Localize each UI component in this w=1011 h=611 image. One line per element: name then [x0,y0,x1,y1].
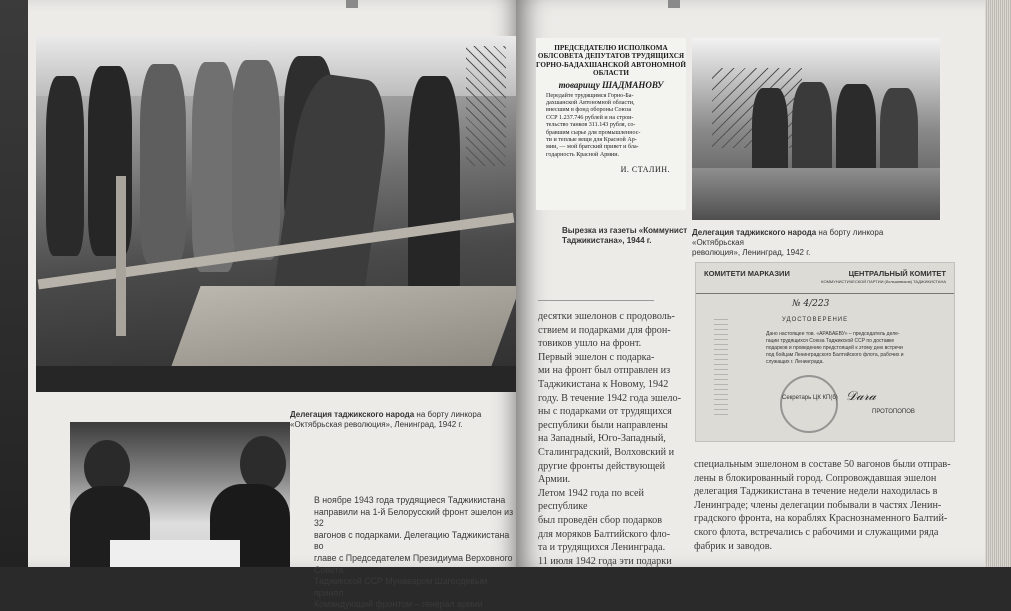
text-line: вагонов с подарками. Делегацию Таджикистана во [314,529,510,552]
text-line: ми на фронт был отправлен из [538,365,671,377]
doc-signature-scribble: 𝒟𝒶𝓇𝒶 [846,389,877,404]
left-page [28,0,520,610]
clipping-caption [562,226,712,246]
text-line: специальным эшелоном в составе 50 вагонов были отправ- [694,459,951,470]
text-line: Ленинграде; члены делегации побывали в частях Ленин- [694,499,942,511]
text-line: республики были направлены [538,419,668,431]
caption-line: на борту линкора «Октябрьская [692,228,884,247]
text-line: лены в блокированный город. Сопровождавшая эшелон [694,472,937,484]
clipping-line: бравшим сырье для промышленнос- [546,129,641,136]
caption-line: Таджикистана», 1944 г. [562,236,652,245]
clipping-signature: И. СТАЛИН. [620,165,670,175]
doc-line: Дано настоящее тов. «АРАБАЕВУ» – председатель деле- [766,331,900,337]
text-line: В ноябре 1943 года трудящиеся Таджикистана [314,495,506,505]
clipping-line: тельство танков 311.143 рубля, со- [546,122,636,129]
text-block-1943 [314,495,516,611]
doc-line: гации трудящихся Союза Таджикской ССР по доставке [766,338,895,344]
text-line: Первый эшелон с подарка- [538,351,655,363]
doc-margin-note [714,315,728,415]
doc-sign-left: Секретарь ЦК КП(б) [782,395,838,401]
text-line: Армии. [538,474,571,486]
ship-photo-caption [692,228,932,258]
right-page [516,0,986,567]
heading-line: ОБЛСОВЕТА ДЕПУТАТОВ ТРУДЯЩИХСЯ [537,52,685,61]
clipping-line: мии, — мой братский привет и бла- [546,144,639,151]
text-line: та и трудящихся Ленинграда. [538,542,666,554]
article-bottom-text [694,458,978,553]
ship-deck-photo [692,38,940,220]
doc-header-left: КОМИТЕТИ МАРКАЗИИ [704,269,790,278]
caption-line: на борту линкора [416,410,482,419]
text-line: направили на 1-й Белорусский фронт эшелон из 32 [314,506,514,529]
clipping-body [536,90,686,160]
delegation-meeting-photo [70,422,290,567]
doc-header-right: ЦЕНТРАЛЬНЫЙ КОМИТЕТ [848,269,946,278]
doc-sign-right: ПРОТОПОПОВ [872,409,915,415]
caption-bold: Делегация таджикского народа [290,410,415,419]
clipping-line: ССР 1.237.746 рублей и на строи- [546,114,634,121]
caption-line: «Октябрьская революция», Ленинград, 1942 г. [290,420,463,429]
doc-title: УДОСТОВЕРЕНИЕ [782,317,849,323]
doc-stamp [780,375,838,433]
text-line: Сталинградский, Волховский и [538,446,675,458]
doc-subheader: КОММУНИСТИЧЕСКОЙ ПАРТИИ (большевиков) ТАДЖИКИСТАНА [821,279,946,284]
heading-line: ГОРНО-БАДАХШАНСКОЙ АВТОНОМНОЙ [536,60,686,69]
newspaper-clipping [536,38,686,210]
heading-line: ПРЕДСЕДАТЕЛЮ ИСПОЛКОМА [554,44,668,52]
page-number-tab [346,0,358,8]
clipping-line: годарность Красной Армии. [546,151,620,158]
text-line: году. В течение 1942 года эшело- [538,392,681,404]
delegation-photo-ship-deck [36,36,516,392]
text-line: Летом 1942 года по всей республике [538,487,644,513]
archival-document [696,263,954,441]
doc-line: подарков и проведению предстоящей к этому дню встречи [766,345,903,351]
text-line: Таджикской ССР Мунаваром Шагоодевым принял [314,576,488,598]
text-line: Таджикистана к Новому, 1942 [538,378,669,390]
photo-caption-top [290,410,510,430]
doc-body [766,331,946,366]
text-line: градского фронта, на кораблях Краснознаменного Балтий- [694,513,948,525]
separator-line [538,300,654,301]
text-line: десятки эшелонов с продоволь- [538,311,675,322]
text-line: делегация Таджикистана в течение недели находилась в [694,486,938,498]
text-line: другие фронты действующей [538,460,666,472]
caption-bold: Делегация таджикского народа [692,228,817,237]
doc-number: № 4/223 [792,299,830,309]
text-line: Командующий фронтом – генерал армии [314,599,483,610]
clipping-line: дахшанской Автономной области, [546,100,635,107]
doc-line: служащих г. Ленинграда. [766,359,824,365]
text-line: для моряков Балтийского фло- [538,528,671,540]
clipping-line: внесшим в фонд обороны Союза [546,107,632,114]
article-column [538,310,688,568]
text-line: ны с подарками от трудящихся [538,406,672,418]
clipping-line: Передайте трудящимся Горно-Ба- [546,92,634,99]
book-page-edges [985,0,1011,567]
text-line: ского флота, встречались с рабочими и служащими ряда [694,526,939,538]
text-line: главе с Председателем Президиума Верховного Совета [314,552,513,575]
clipping-addressee: товарищу ШАДМАНОВУ [558,79,664,90]
clipping-heading [536,44,686,78]
page-number-tab [668,0,680,8]
text-line: товиков ушло на фронт. [538,338,642,350]
text-line: был проведён сбор подарков [538,514,663,526]
text-line: на Западный, Юго-Западный, [538,433,666,445]
text-line: фабрик и заводов. [694,540,773,552]
clipping-line: ти и теплые вещи для Красной Ар- [546,137,637,144]
text-line: 11 июля 1942 года эти подарки [538,555,672,567]
heading-line: ОБЛАСТИ [593,69,629,78]
caption-line: Вырезка из газеты «Коммунист [562,226,688,235]
text-line: ствием и подарками для фрон- [538,324,671,336]
caption-line: революция», Ленинград, 1942 г. [692,248,811,257]
doc-line: под бойцам Ленинградского Балтийского флота, рабочих и [766,352,904,358]
